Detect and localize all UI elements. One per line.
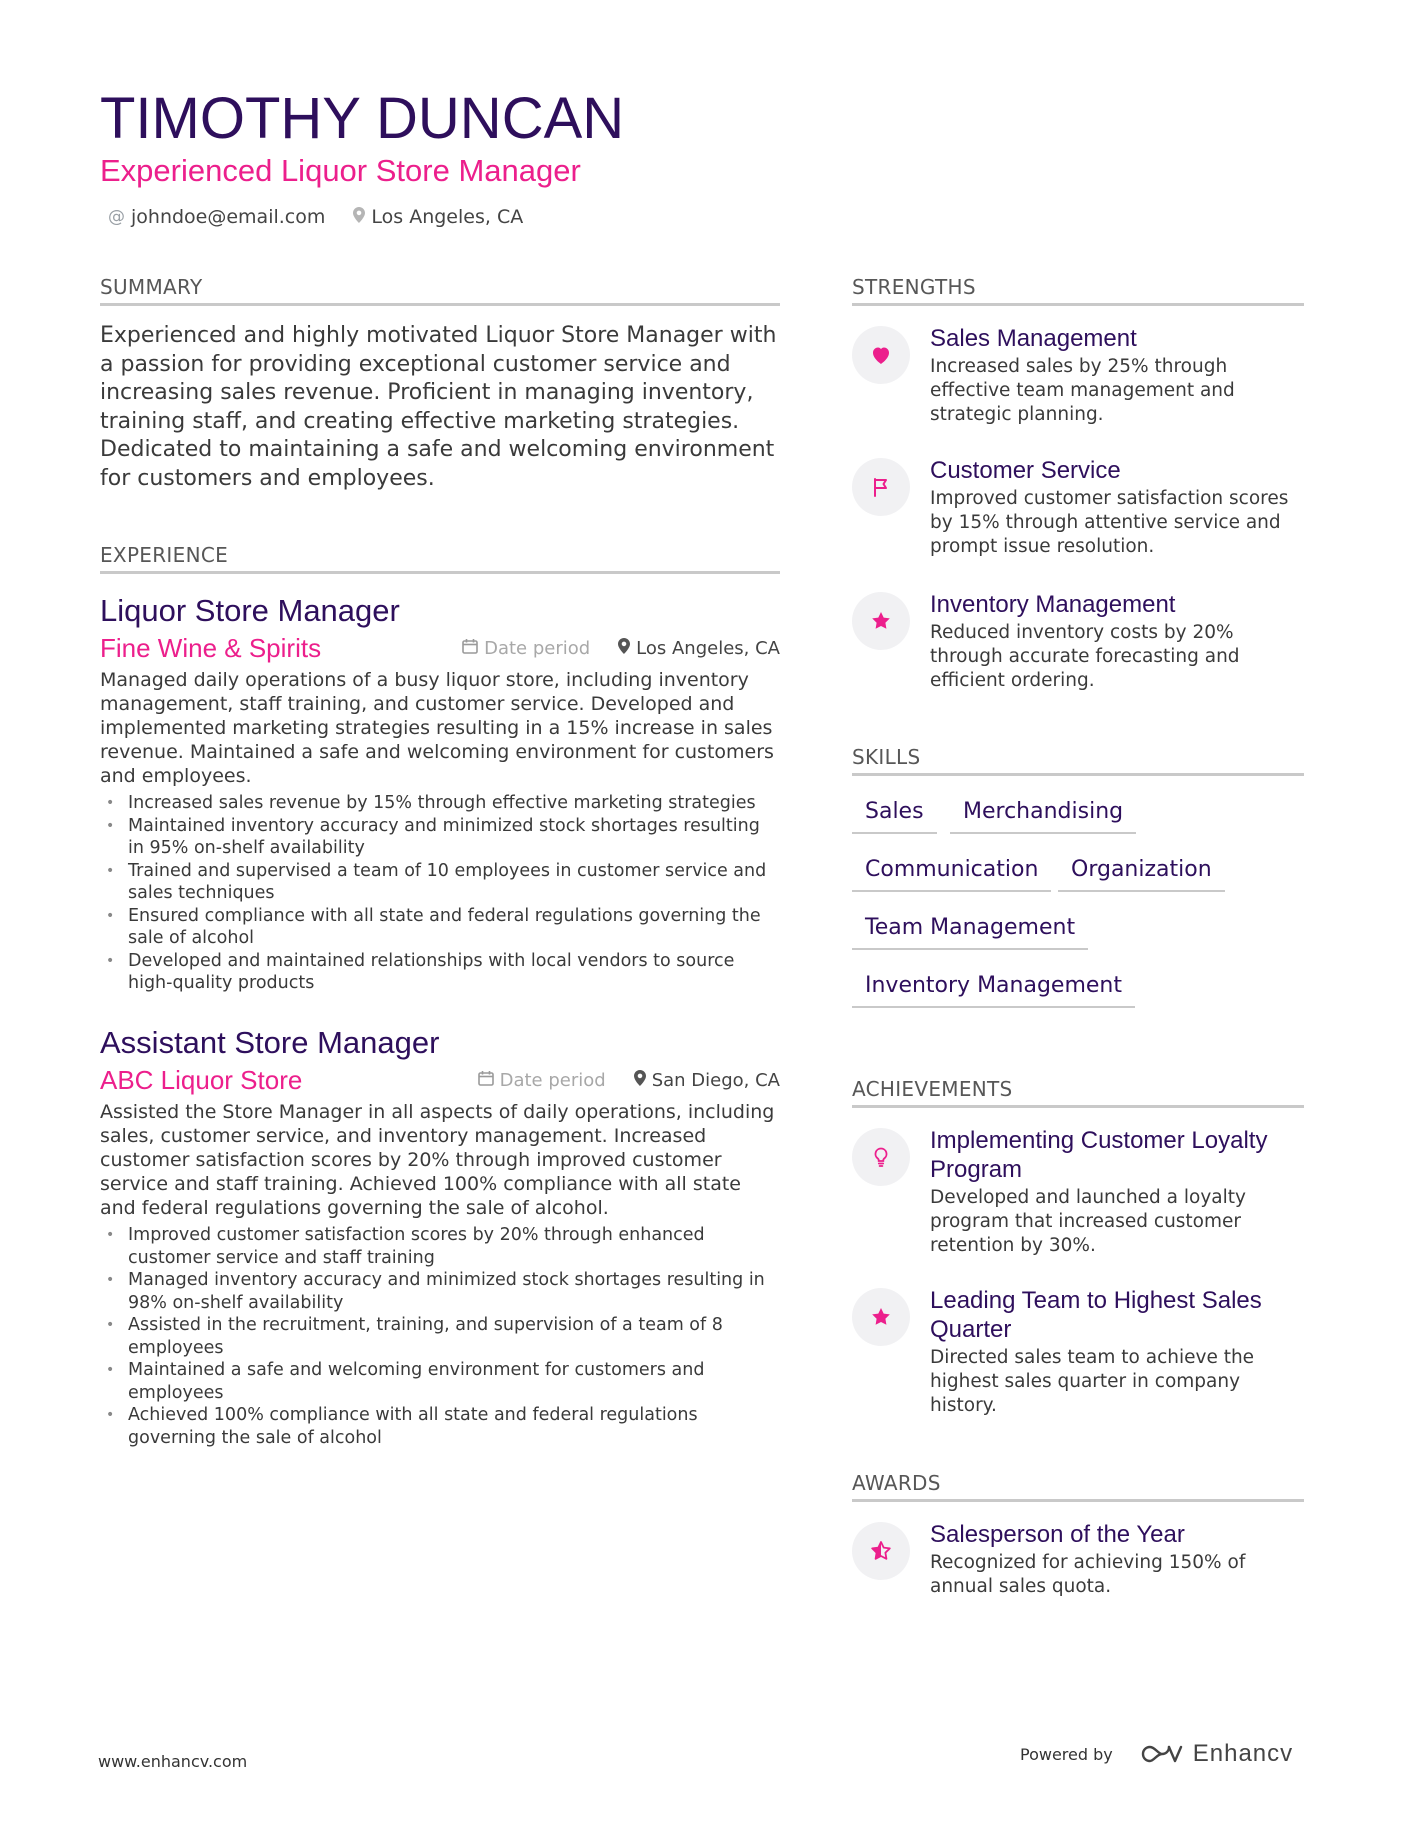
job-bullet: • Achieved 100% compliance with all state and federal regulations governing the sale of alcohol [100, 1404, 780, 1449]
strength-item [852, 590, 1312, 693]
strength-title: Inventory Management [930, 591, 1176, 618]
job-bullet: • Managed inventory accuracy and minimized stock shortages resulting in 98% on-shelf availability [100, 1269, 780, 1314]
job-bullet: • Maintained a safe and welcoming environment for customers and employees [100, 1359, 780, 1404]
job-description: Managed daily operations of a busy liquor store, including inventory management, staff training, and customer service. Developed and implemented marketing strategies resulting in a 15% increase in sales revenue. Maintained a safe and welcoming environment for customers and employees. [100, 669, 774, 787]
strength-item [852, 324, 1312, 427]
strength-body [930, 590, 1312, 693]
section-header-strengths: STRENGTHS [852, 274, 1304, 306]
section-header-achievements: ACHIEVEMENTS [852, 1076, 1304, 1108]
award-badge [852, 1522, 910, 1580]
experience-entry [100, 1024, 780, 1449]
enhancv-logo-icon [1139, 1742, 1185, 1766]
section-header-experience: EXPERIENCE [100, 542, 780, 574]
award-body [930, 1520, 1312, 1599]
job-date [478, 1070, 606, 1091]
job-title: Assistant Store Manager [100, 1025, 440, 1060]
company-name: Fine Wine & Spirits [100, 632, 322, 663]
achievement-title: Implementing Customer Loyalty Program [930, 1127, 1268, 1183]
achievement-title: Leading Team to Highest Sales Quarter [930, 1287, 1262, 1343]
achievement-desc: Directed sales team to achieve the highest sales quarter in company history. [930, 1347, 1255, 1416]
strength-badge [852, 458, 910, 516]
location-text: Los Angeles, CA [371, 206, 524, 228]
job-bullet: • Improved customer satisfaction scores by 20% through enhanced customer service and staff training [100, 1224, 780, 1269]
achievement-badge [852, 1128, 910, 1186]
skill-tag: Communication [852, 856, 1051, 892]
star-icon [869, 1305, 893, 1329]
brand-name: Enhancv [1192, 1740, 1294, 1767]
candidate-name: TIMOTHY DUNCAN [100, 86, 625, 151]
job-location-text: Los Angeles, CA [636, 637, 780, 659]
strength-badge [852, 592, 910, 650]
strength-desc: Improved customer satisfaction scores by 15% through attentive service and prompt issue resolution. [930, 488, 1289, 557]
achievement-desc: Developed and launched a loyalty program that increased customer retention by 30%. [930, 1187, 1246, 1256]
job-bullets [100, 1224, 780, 1449]
job-title: Liquor Store Manager [100, 593, 400, 628]
calendar-icon [462, 638, 478, 658]
strength-desc: Reduced inventory costs by 20% through accurate forecasting and efficient ordering. [930, 622, 1240, 691]
job-bullets [100, 792, 780, 995]
job-bullet: • Trained and supervised a team of 10 employees in customer service and sales techniques [100, 860, 780, 905]
skill-tag: Sales [852, 798, 937, 834]
job-bullet: • Ensured compliance with all state and federal regulations governing the sale of alcohol [100, 905, 780, 950]
section-header-awards: AWARDS [852, 1470, 1304, 1502]
lightbulb-icon [869, 1145, 893, 1169]
experience-entry [100, 592, 780, 995]
star-icon [869, 609, 893, 633]
achievement-body [930, 1126, 1312, 1258]
award-title: Salesperson of the Year [930, 1521, 1185, 1548]
achievement-badge [852, 1288, 910, 1346]
calendar-icon [478, 1070, 494, 1090]
skill-tag: Organization [1058, 856, 1225, 892]
powered-by-text: Powered by [1020, 1744, 1113, 1764]
job-date [462, 638, 590, 659]
summary-text: Experienced and highly motivated Liquor Store Manager with a passion for providing exceptional customer service and increasing sales revenue. Proficient in managing inventory, training staff, and creating effective marketing strategies. Dedicated to maintaining a safe and welcoming environment for customers and employees. [100, 323, 777, 491]
strength-item [852, 456, 1312, 559]
strength-badge [852, 326, 910, 384]
job-location [618, 638, 780, 659]
achievement-item [852, 1286, 1312, 1418]
candidate-role: Experienced Liquor Store Manager [100, 153, 581, 188]
half-star-icon [869, 1539, 893, 1563]
achievement-body [930, 1286, 1312, 1418]
strength-title: Sales Management [930, 325, 1137, 352]
flag-icon [869, 475, 893, 499]
email-text: johndoe@email.com [131, 206, 326, 228]
skill-tag: Merchandising [950, 798, 1136, 834]
strength-title: Customer Service [930, 457, 1121, 484]
footer-powered [1020, 1740, 1293, 1768]
heart-icon [869, 343, 893, 367]
strength-body [930, 456, 1312, 559]
strength-body [930, 324, 1312, 427]
brand-logo[interactable] [1139, 1740, 1293, 1768]
job-location [634, 1070, 780, 1091]
contact-location [353, 206, 523, 228]
award-desc: Recognized for achieving 150% of annual sales quota. [930, 1552, 1246, 1597]
company-name: ABC Liquor Store [100, 1064, 303, 1095]
job-meta-row [100, 1062, 780, 1098]
location-pin-icon [634, 1070, 646, 1090]
achievement-item [852, 1126, 1312, 1258]
skill-tag: Inventory Management [852, 972, 1135, 1008]
award-item [852, 1520, 1312, 1599]
job-bullet: • Increased sales revenue by 15% through effective marketing strategies [100, 792, 780, 815]
job-meta-row [100, 630, 780, 666]
location-pin-icon [353, 207, 365, 228]
contact-info [108, 206, 523, 228]
skill-tag: Team Management [852, 914, 1088, 950]
section-header-skills: SKILLS [852, 744, 1304, 776]
contact-email[interactable] [108, 206, 325, 228]
location-pin-icon [618, 638, 630, 658]
job-date-text: Date period [484, 637, 591, 659]
section-header-summary: SUMMARY [100, 274, 780, 306]
job-location-text: San Diego, CA [651, 1069, 780, 1091]
job-date-text: Date period [499, 1069, 606, 1091]
strength-desc: Increased sales by 25% through effective team management and strategic planning. [930, 356, 1235, 425]
job-bullet: • Assisted in the recruitment, training, and supervision of a team of 8 employees [100, 1314, 780, 1359]
job-bullet: • Maintained inventory accuracy and minimized stock shortages resulting in 95% on-shelf availability [100, 815, 780, 860]
job-bullet: • Developed and maintained relationships with local vendors to source high-quality products [100, 950, 780, 995]
job-description: Assisted the Store Manager in all aspects of daily operations, including sales, customer service, and inventory management. Increased customer satisfaction scores by 20% through improved customer service and staff training. Achieved 100% compliance with all state and federal regulations governing the sale of alcohol. [100, 1101, 775, 1219]
footer-website[interactable]: www.enhancv.com [98, 1752, 248, 1771]
at-icon: @ [108, 207, 125, 227]
